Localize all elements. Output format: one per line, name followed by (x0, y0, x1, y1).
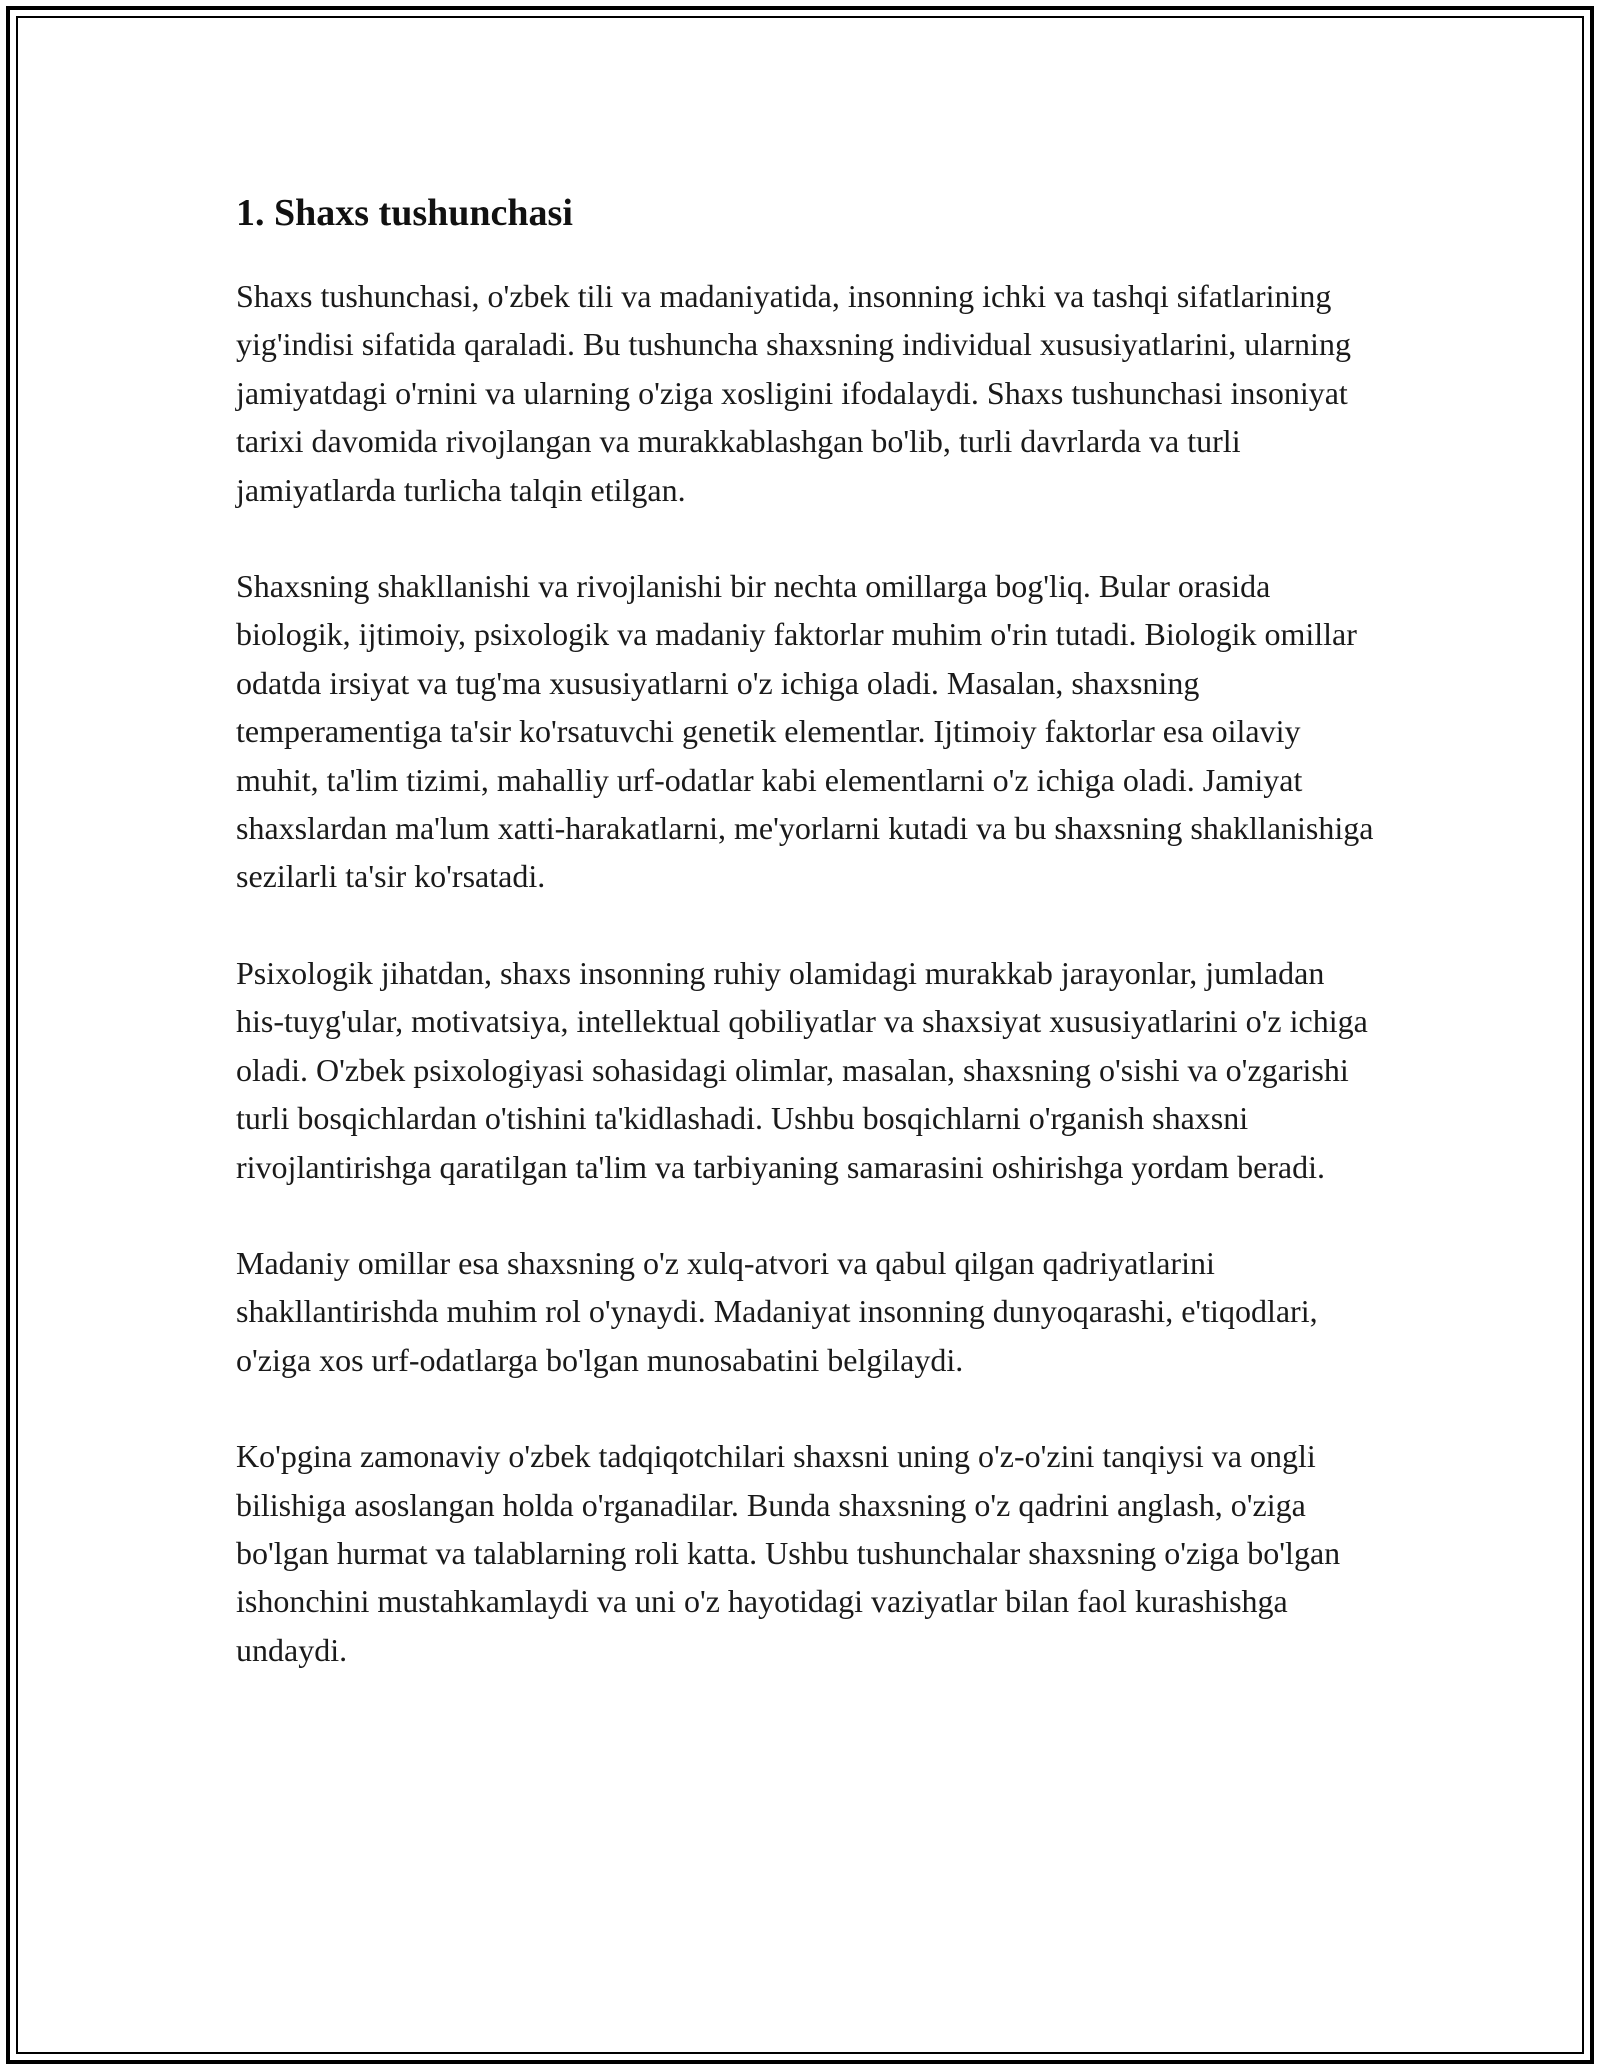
paragraph-4: Madaniy omillar esa shaxsning o'z xulq-atvori va qabul qilgan qadriyatlarini shakllantirishda muhim rol o'ynaydi. Madaniyat insonning dunyoqarashi, e'tiqodlari, o'ziga xos urf-odatlarga bo'lgan munosabatini belgilaydi. (236, 1244, 1318, 1378)
paragraph-3: Psixologik jihatdan, shaxs insonning ruhiy olamidagi murakkab jarayonlar, jumladan his-tuyg'ular, motivatsiya, intellektual qobiliyatlar va shaxsiyat xususiyatlarini o'z ichiga oladi. O'zbek psixologiyasi sohasidagi olimlar, masalan, shaxsning o'sishi va o'zgarishi turli bosqichlardan o'tishini ta'kidlashadi. Ushbu bosqichlarni o'rganish shaxsni rivojlantirishga qaratilgan ta'lim va tarbiyaning samarasini oshirishga yordam beradi. (236, 954, 1368, 1185)
paragraph-5: Ko'pgina zamonaviy o'zbek tadqiqotchilari shaxsni uning o'z-o'zini tanqiysi va ongli bilishiga asoslangan holda o'rganadilar. Bunda shaxsning o'z qadrini anglash, o'ziga bo'lgan hurmat va talablarning roli katta. Ushbu tushunchalar shaxsning o'ziga bo'lgan ishonchini mustahkamlaydi va uni o'z hayotidagi vaziyatlar bilan faol kurashishga undaydi. (236, 1438, 1341, 1668)
document-body (236, 188, 1376, 1722)
paragraph-1: Shaxs tushunchasi, o'zbek tili va madaniyatida, insonning ichki va tashqi sifatlarining yig'indisi sifatida qaraladi. Bu tushuncha shaxsning individual xususiyatlarini, ularning jamiyatdagi o'rnini va ularning o'ziga xosligini ifodalaydi. Shaxs tushunchasi insoniyat tarixi davomida rivojlangan va murakkablashgan bo'lib, turli davrlarda va turli jamiyatlarda turlicha talqin etilgan. (236, 278, 1351, 508)
paragraph-2: Shaxsning shakllanishi va rivojlanishi bir nechta omillarga bog'liq. Bular orasida biologik, ijtimoiy, psixologik va madaniy faktorlar muhim o'rin tutadi. Biologik omillar odatda irsiyat va tug'ma xususiyatlarni o'z ichiga oladi. Masalan, shaxsning temperamentiga ta'sir ko'rsatuvchi genetik elementlar. Ijtimoiy faktorlar esa oilaviy muhit, ta'lim tizimi, mahalliy urf-odatlar kabi elementlarni o'z ichiga oladi. Jamiyat shaxslardan ma'lum xatti-harakatlarni, me'yorlarni kutadi va bu shaxsning shakllanishiga sezilarli ta'sir ko'rsatadi. (236, 568, 1374, 895)
section-title: 1. Shaxs tushunchasi (236, 192, 573, 234)
